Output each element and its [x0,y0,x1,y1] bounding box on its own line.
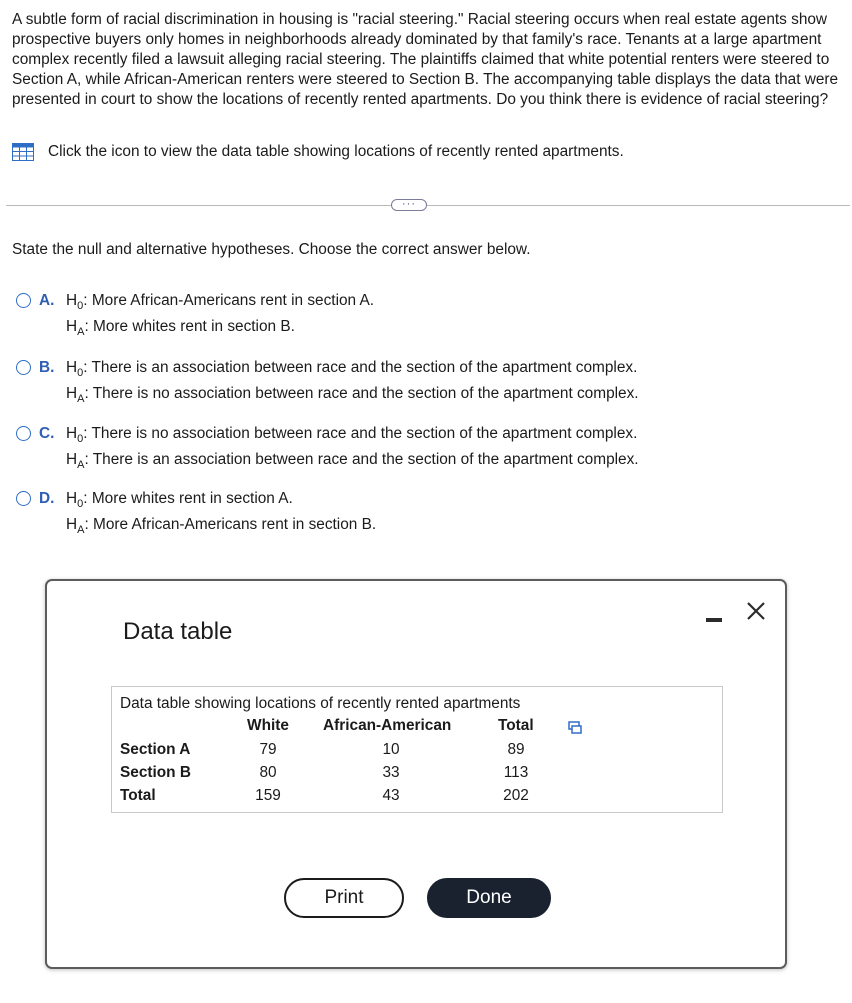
alternative-hypothesis: $H_A$: There is no association between race and the section of the apartment complex. [66,385,639,406]
cell-total-african-american: 43 [382,787,400,804]
data-table-link-row [12,142,624,162]
null-hypothesis: $H_0$: There is no association between race and the section of the apartment complex. [66,425,638,446]
close-icon[interactable] [746,599,766,623]
null-hypothesis: $H_0$: More whites rent in section A. [66,490,293,511]
column-header-white: White [247,717,289,734]
radio-button[interactable] [16,491,31,506]
option-letter: D. [39,490,55,507]
null-hypothesis: $H_0$: More African-Americans rent in section A. [66,292,375,313]
alternative-hypothesis: $H_A$: More African-Americans rent in section B. [66,516,377,537]
row-label-section-b: Section B [120,764,191,781]
question-prompt: State the null and alternative hypotheses. Choose the correct answer below. [12,241,531,258]
radio-button[interactable] [16,360,31,375]
alternative-hypothesis: $H_A$: There is an association between race and the section of the apartment complex. [66,451,639,472]
cell-section-a-total: 89 [507,741,525,758]
option-letter: A. [39,292,55,309]
minimize-icon[interactable] [706,618,722,622]
radio-button[interactable] [16,293,31,308]
table-caption: Data table showing locations of recently rented apartments [120,695,521,712]
cell-total-white: 159 [255,787,281,804]
cell-section-a-white: 79 [259,741,277,758]
radio-button[interactable] [16,426,31,441]
data-table-link-text: Click the icon to view the data table showing locations of recently rented apartments. [48,143,624,160]
expand-ellipsis-button[interactable]: ··· [391,199,427,211]
null-hypothesis: $H_0$: There is an association between race and the section of the apartment complex. [66,359,638,380]
print-button[interactable]: Print [284,878,404,918]
data-table [111,686,723,813]
column-header-total: Total [498,717,534,734]
section-divider [6,205,850,206]
done-button[interactable]: Done [427,878,551,918]
alternative-hypothesis: $H_A$: More whites rent in section B. [66,318,295,339]
copy-icon[interactable] [568,721,582,735]
row-label-total: Total [120,787,156,804]
column-header-african-american: African-American [323,717,452,734]
cell-section-a-african-american: 10 [382,741,400,758]
row-label-section-a: Section A [120,741,191,758]
table-icon[interactable] [12,143,34,161]
cell-section-b-african-american: 33 [382,764,400,781]
cell-section-b-white: 80 [259,764,277,781]
option-letter: C. [39,425,55,442]
problem-statement: A subtle form of racial discrimination in housing is "racial steering." Racial steering occurs when real estate agents show prospective buyers only homes in neighborhoods already dominated by that family's race. Tenants at a large apartment complex recently filed a lawsuit alleging racial steering. The plaintiffs claimed that white potential renters were steered to Section A, while African-American renters were steered to Section B. The accompanying table displays the data that were presented in court to show the locations of recently rented apartments. Do you think there is evidence of racial steering? [12,11,839,108]
data-table-dialog [45,579,787,969]
cell-total-total: 202 [503,787,529,804]
cell-section-b-total: 113 [503,764,529,781]
dialog-title: Data table [123,618,233,645]
option-letter: B. [39,359,55,376]
